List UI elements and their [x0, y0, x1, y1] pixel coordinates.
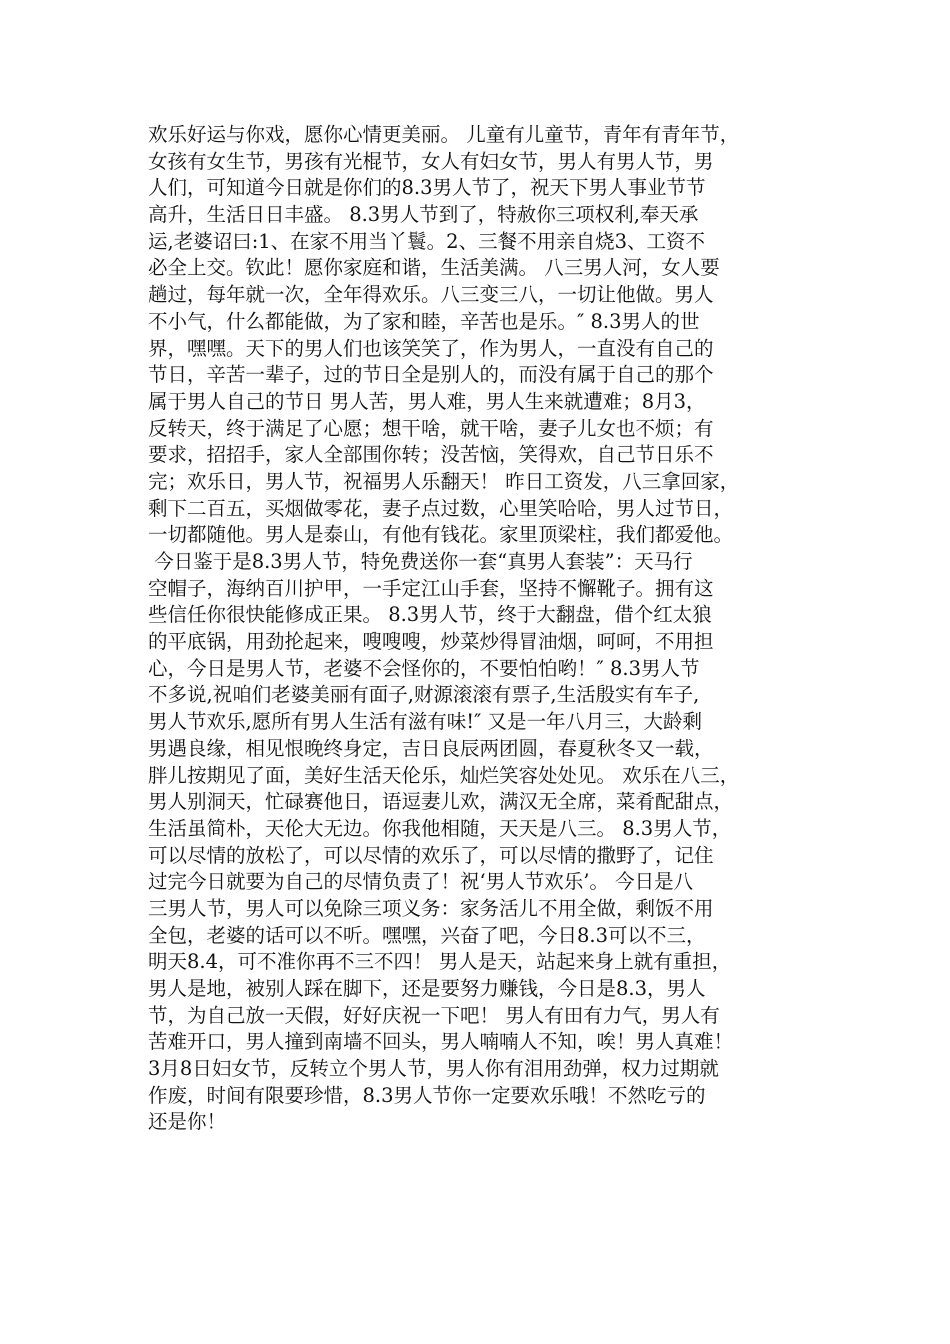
text-line: 胖儿按期见了面，美好生活天伦乐，灿烂笑容处处见。 欢乐在八三， [148, 763, 740, 787]
text-line: 男人是地，被别人踩在脚下，还是要努力赚钱，今日是8.3，男人 [148, 977, 706, 1000]
text-line: 的平底锅，用劲抡起来，嗖嗖嗖，炒菜炒得冒油烟，呵呵，不用担 [148, 630, 714, 654]
text-line: 完；欢乐日，男人节，祝福男人乐翻天！ 昨日工资发，八三拿回家， [148, 469, 740, 493]
text-line: 心，今日是男人节，老婆不会怪你的，不要怕怕哟！″ 8.3男人节 [148, 656, 700, 680]
text-line: 节，为自己放一天假，好好庆祝一下吧！ 男人有田有力气，男人有 [148, 1003, 720, 1027]
text-line: 高升，生活日日丰盛。 8.3男人节到了，特赦你三项权利,奉天承 [148, 203, 699, 227]
text-line: 不小气，什么都能做，为了家和睦，辛苦也是乐。″ 8.3男人的世 [148, 309, 700, 333]
text-line: 苦难开口，男人撞到南墙不回头，男人喃喃人不知，唉！男人真难！ [148, 1030, 734, 1054]
text-line: 欢乐好运与你戏，愿你心情更美丽。 儿童有儿童节，青年有青年节， [148, 123, 740, 146]
text-line: 人们，可知道今日就是你们的8.3男人节了，祝天下男人事业节节 [148, 176, 706, 200]
text-line: 趟过，每年就一次，全年得欢乐。八三变三八，一切让他做。男人 [148, 283, 714, 307]
text-line: 过完今日就要为自己的尽情负责了！祝‘男人节欢乐’。 今日是八 [148, 870, 694, 894]
text-line: 女孩有女生节，男孩有光棍节，女人有妇女节，男人有男人节，男 [148, 149, 714, 173]
text-line: 男人别洞天，忙碌赛他日，语逗妻儿欢，满汉无全席，菜肴配甜点， [148, 790, 734, 814]
text-line: 可以尽情的放松了，可以尽情的欢乐了，可以尽情的撒野了，记住 [148, 843, 714, 867]
text-line: 生活虽简朴，天伦大无边。你我他相随，天天是八三。 8.3男人节， [148, 816, 732, 840]
text-line: 属于男人自己的节日 男人苦，男人难，男人生来就遭难；8月3， [148, 389, 706, 413]
text-line: 男人节欢乐,愿所有男人生活有滋有味!″ 又是一年八月三，大龄剩 [148, 710, 703, 734]
text-line: 反转天，终于满足了心愿；想干啥，就干啥，妻子儿女也不烦；有 [148, 416, 714, 440]
text-line: 些信任你很快能修成正果。 8.3男人节，终于大翻盘，借个红太狼 [148, 603, 712, 627]
text-line: 剩下二百五，买烟做零花，妻子点过数，心里笑哈哈，男人过节日， [148, 496, 734, 520]
text-line: 作废，时间有限要珍惜，8.3男人节你一定要欢乐哦！不然吃亏的 [148, 1083, 706, 1107]
text-line: 界，嘿嘿。天下的男人们也该笑笑了，作为男人，一直没有自己的 [148, 336, 714, 360]
text-line: 必全上交。钦此！愿你家庭和谐，生活美满。 八三男人河，女人要 [148, 256, 720, 280]
text-line: 今日鉴于是8.3男人节，特免费送你一套“真男人套装”：天马行 [148, 550, 693, 573]
text-line: 三男人节，男人可以免除三项义务：家务活儿不用全做，剩饭不用 [148, 896, 714, 920]
text-line: 空帽子，海纳百川护甲，一手定江山手套，坚持不懈靴子。拥有这 [148, 576, 714, 600]
text-line: 明天8.4，可不准你再不三不四！ 男人是天，站起来身上就有重担， [148, 950, 732, 974]
text-line: 全包，老婆的话可以不听。嘿嘿，兴奋了吧，今日8.3可以不三， [148, 923, 706, 947]
text-line: 还是你！ [148, 1110, 227, 1134]
body-text [148, 122, 818, 1136]
text-line: 不多说,祝咱们老婆美丽有面子,财源滚滚有票子,生活殷实有车子, [148, 683, 700, 707]
text-line: 节日，辛苦一辈子，过的节日全是别人的，而没有属于自己的那个 [148, 363, 714, 387]
text-line: 一切都随他。男人是泰山，有他有钱花。家里顶梁柱，我们都爱他。 [148, 523, 734, 547]
text-line: 男遇良缘，相见恨晚终身定，吉日良辰两团圆，春夏秋冬又一载， [148, 736, 714, 760]
text-line: 运,老婆诏曰:1、在家不用当丫鬟。2、三餐不用亲自烧3、工资不 [148, 229, 705, 253]
text-line: 要求，招招手，家人全部围你转；没苦恼，笑得欢，自己节日乐不 [148, 443, 714, 467]
text-line: 3月8日妇女节，反转立个男人节，男人你有泪用劲弹，权力过期就 [148, 1057, 719, 1081]
